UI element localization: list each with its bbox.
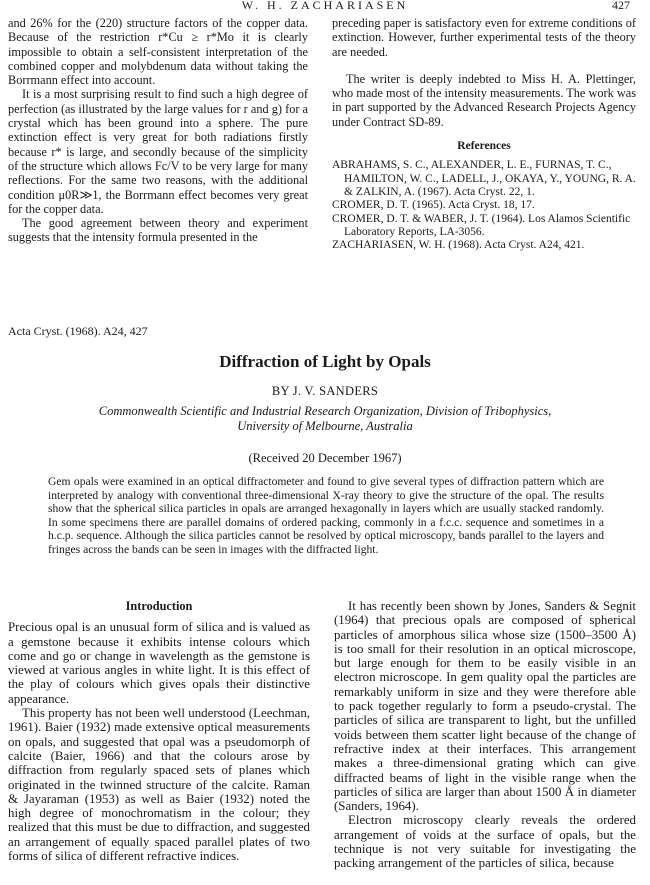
page-number: 427: [612, 0, 630, 12]
intro-right-paragraph-1: It has recently been shown by Jones, Sanders & Segnit (1964) that precious opals are composed of spherical particles of amorphous silica whose size (1500–3500 Å) is too small for their resolution in an optical microscope, but large enough for them to be easily visible in an electron microscope. In gem quality opal the particles are remarkably uniform in size and they were therefore able to pack together regularly to form a pseudo-crystal. The particles of silica are transparent to light, but the unfilled voids between them scatter light because of the change of refractive index at their interfaces. This arrangement makes a three-dimensional grating which can give diffracted beams of light in the visible range when the particles of silica are larger than about 1500 Å in diameter (Sanders, 1964).: [334, 599, 636, 814]
section-heading-introduction: Introduction: [125, 599, 193, 613]
running-header-author: W. H. ZACHARIASEN: [241, 0, 409, 12]
reference-item: CROMER, D. T. (1965). Acta Cryst. 18, 17.: [332, 199, 535, 212]
reference-item: ZACHARIASEN, W. H. (1968). Acta Cryst. A24, 421.: [332, 239, 585, 252]
running-header: [0, 0, 650, 14]
abstract: Gem opals were examined in an optical diffractometer and found to give several types of diffraction pattern which are interpreted by analogy with conventional three-dimensional X-ray theory to give the structure of the opal. The results show that the spherical silica particles in opals are arranged hexagonally in layers which are usually stacked randomly. In some specimens there are parallel domains of ordered packing, commonly in a f.c.c. sequence and sometimes in a h.c.p. sequence. Although the silica particles cannot be resolved by optical microscopy, bands parallel to the layers and fringes across the bands can be seen in images with the diffracted light.: [48, 475, 604, 556]
received-date: (Received 20 December 1967): [248, 451, 402, 465]
intro-paragraph-2: This property has not been well understood (Leechman, 1961). Baier (1932) made extensive optical measurements on opals, and suggested that opal was a pseudomorph of calcite (Baier, 1966) and that the colours arose by diffraction from regularly spaced sets of planes which originated in the twinned structure of the calcite. Raman & Jayaraman (1953) as well as Baier (1932) noted the high degree of monochromatism in the colour; they realized that this must be due to diffraction, and suggested an arrangement of equally spaced parallel plates of two forms of silica of different refractive indices.: [8, 706, 310, 864]
references-heading: References: [457, 140, 511, 153]
intro-right-column: [334, 599, 636, 871]
reference-item: ABRAHAMS, S. C., ALEXANDER, L. E., FURNAS, T. C., HAMILTON, W. C., LADELL, J., OKAYA, Y., YOUNG, R. A. & ZALKIN, A. (1967). Acta Cryst. 22, 1.: [332, 159, 636, 198]
author-byline: BY J. V. SANDERS: [271, 384, 379, 398]
article-title: Diffraction of Light by Opals: [219, 352, 431, 371]
top-left-column: [8, 16, 308, 245]
top-left-paragraph-1: and 26% for the (220) structure factors of the copper data. Because of the restriction r*Cu ≥ r*Mo it is clearly impossible to obtain a self-consistent interpretation of the combined copper and molybdenum data without taking the Borrmann effect into account.: [8, 16, 308, 88]
top-left-paragraph-2: It is a most surprising result to find such a high degree of perfection (as illustrated by the large values for r and g) for a crystal which has been ground into a sphere. The pure extinction effect is very great for both radiations firstly because r* is large, and secondly because of the simplicity of the structure which allows Fc/V to be very large for many reflections. For the same two reasons, with the additional condition μ0R≫1, the Borrmann effect becomes very great for the copper data.: [8, 87, 308, 216]
affiliation-line-1: Commonwealth Scientific and Industrial Research Organization, Division of Tribophysics,: [98, 404, 552, 418]
author-affiliation: [40, 404, 610, 434]
top-right-column: [332, 16, 636, 252]
intro-right-paragraph-2: Electron microscopy clearly reveals the ordered arrangement of voids at the surface of opals, but the technique is not very suitable for investigating the packing arrangement of the particles of silica, because: [334, 813, 636, 871]
intro-left-column: [8, 599, 310, 863]
acknowledgement-paragraph: The writer is deeply indebted to Miss H. A. Plettinger, who made most of the intensity measurements. The work was in part supported by the Advanced Research Projects Agency under Contract SD-89.: [332, 71, 636, 129]
affiliation-line-2: University of Melbourne, Australia: [237, 419, 413, 433]
journal-citation: Acta Cryst. (1968). A24, 427: [8, 324, 148, 338]
reference-item: CROMER, D. T. & WABER, J. T. (1964). Los Alamos Scientific Laboratory Reports, LA-3056.: [332, 212, 631, 238]
top-right-paragraph-1: preceding paper is satisfactory even for extreme conditions of extinction. However, further experimental tests of the theory are needed.: [332, 16, 636, 59]
intro-paragraph-1: Precious opal is an unusual form of silica and is valued as a gemstone because it exhibits intense colours which come and go or change in wavelength as the gemstone is viewed at various angles in white light. It is this effect of the play of colours which gives opals their distinctive appearance.: [8, 620, 310, 706]
top-left-paragraph-3: The good agreement between theory and experiment suggests that the intensity formula presented in the: [8, 216, 308, 245]
